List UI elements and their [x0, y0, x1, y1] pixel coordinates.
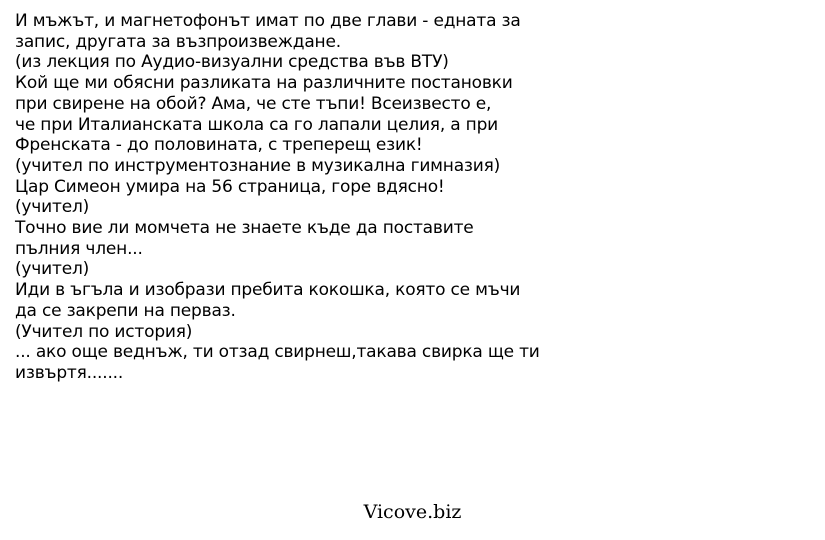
text-line: Френската - до половината, с треперещ език!	[15, 135, 423, 156]
text-line: да се закрепи на перваз.	[15, 300, 236, 321]
text-line: (Учител по история)	[15, 321, 193, 342]
text-line: че при Италианската школа са го лапали целия, а при	[15, 114, 499, 135]
text-line: при свирене на обой? Ама, че сте тъпи! Всеизвесто е,	[15, 93, 492, 114]
text-line: Точно вие ли момчета не знаете къде да поставите	[15, 218, 474, 239]
text-line: запис, другата за възпроизвеждане.	[15, 31, 341, 52]
footer-site-name: Vicove.biz	[363, 501, 462, 523]
text-line: Цар Симеон умира на 56 страница, горе вдясно!	[15, 176, 445, 197]
text-line: Иди в ъгъла и изобрази пребита кокошка, която се мъчи	[15, 280, 521, 301]
text-line: (из лекция по Аудио-визуални средства във ВТУ)	[15, 52, 449, 73]
quotes-text	[15, 11, 595, 384]
text-line: пълния член...	[15, 238, 143, 259]
text-line: (учител)	[15, 197, 90, 218]
text-line: (учител)	[15, 259, 90, 280]
text-line: извъртя.......	[15, 362, 124, 383]
text-line: (учител по инструментознание в музикална гимназия)	[15, 155, 501, 176]
text-line: ... ако още веднъж, ти отзад свирнеш,такава свирка ще ти	[15, 342, 540, 363]
text-line: И мъжът, и магнетофонът имат по две глави - едната за	[15, 11, 521, 31]
text-line: Кой ще ми обясни разликата на различните постановки	[15, 73, 513, 94]
